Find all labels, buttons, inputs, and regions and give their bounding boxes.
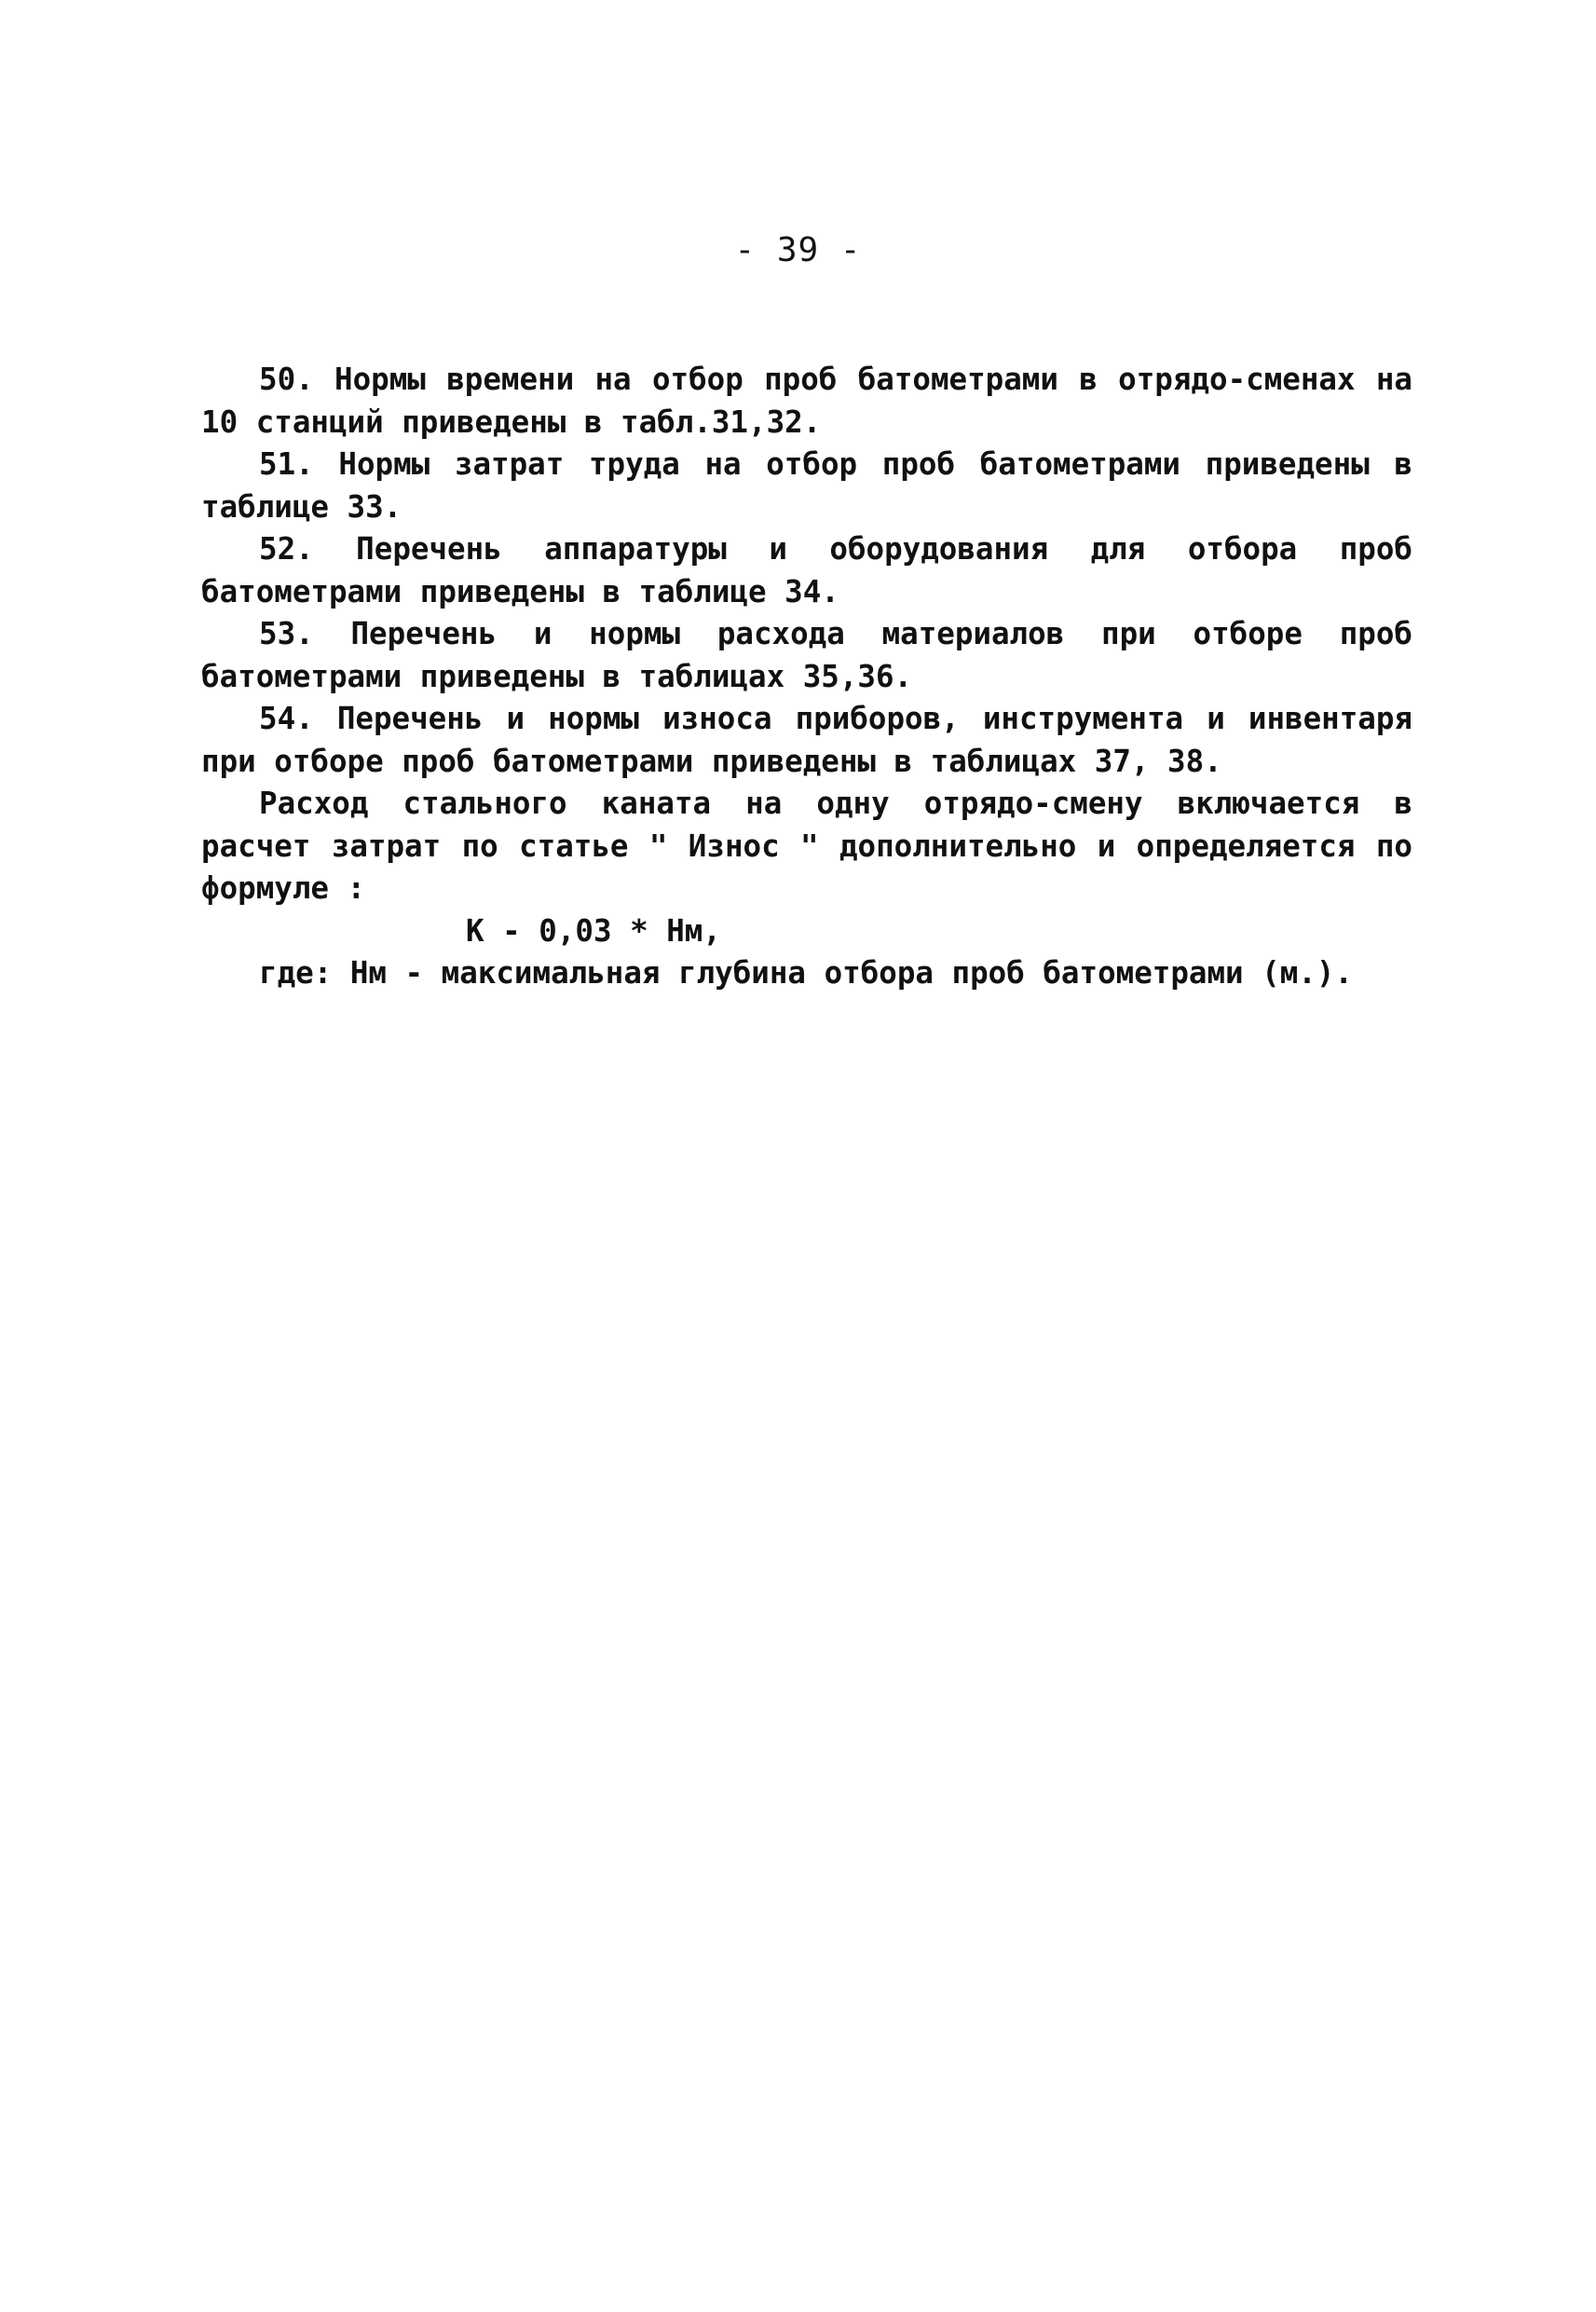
- paragraph-54: 54. Перечень и нормы износа приборов, инструмента и инвентаря при отборе проб батометрами приведены в таблицах 37, 38.: [201, 701, 1412, 779]
- paragraph-52: 52. Перечень аппаратуры и оборудования для отбора проб батометрами приведены в таблице 34.: [201, 531, 1412, 609]
- page-number: - 39 -: [734, 231, 862, 269]
- paragraph-rope-consumption: Расход стального каната на одну отрядо-смену включается в расчет затрат по статье " Износ " дополнительно и определяется по формуле :: [201, 786, 1412, 906]
- formula: K - 0,03 * Нм,: [466, 912, 721, 949]
- paragraph-51: 51. Нормы затрат труда на отбор проб батометрами приведены в таблице 33.: [201, 446, 1412, 525]
- paragraph-50: 50. Нормы времени на отбор проб батометрами в отрядо-сменах на 10 станций приведены в табл.31,32.: [201, 362, 1412, 440]
- formula-explanation: где: Нм - максимальная глубина отбора проб батометрами (м.).: [259, 955, 1353, 991]
- paragraph-53: 53. Перечень и нормы расхода материалов при отборе проб батометрами приведены в таблицах 35,36.: [201, 616, 1412, 694]
- body-text: [201, 359, 1412, 995]
